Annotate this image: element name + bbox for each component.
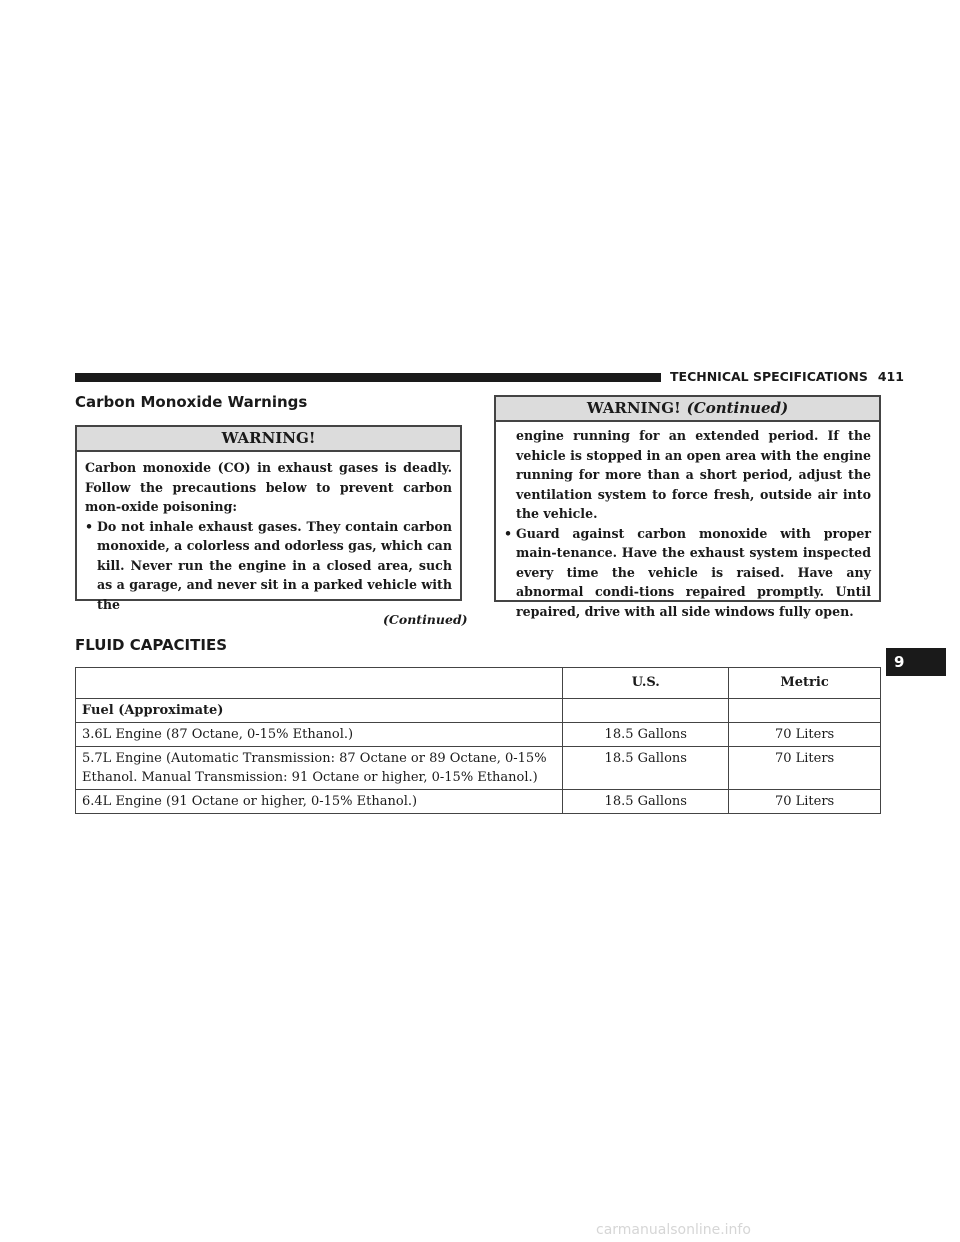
column-header-us: U.S.: [563, 668, 729, 699]
row-us: 18.5 Gallons: [563, 747, 729, 790]
warning-body-continued: [496, 422, 879, 627]
fluid-capacities-table: [75, 667, 881, 814]
row-us: 18.5 Gallons: [563, 790, 729, 814]
column-header-metric: Metric: [729, 668, 881, 699]
row-item: 3.6L Engine (87 Octane, 0-15% Ethanol.): [76, 723, 563, 747]
continued-note: (Continued): [383, 612, 468, 627]
warning-title-continued: WARNING!: [586, 399, 681, 417]
row-us: 18.5 Gallons: [563, 723, 729, 747]
bullet-text: Guard against carbon monoxide with proper main-tenance. Have the exhaust system inspected every time the vehicle is raised. Have any abnormal condi-tions repaired promptly. Until repaired, drive with all side windows fully open.: [516, 525, 871, 619]
bullet-text: Do not inhale exhaust gases. They contain carbon monoxide, a colorless and odorless gas, which can kill. Never run the engine in a closed area, such as a garage, and never sit in a parked vehicle with the: [97, 518, 452, 612]
continued-tag: (Continued): [686, 399, 789, 417]
watermark: carmanualsonline.info: [596, 1222, 751, 1238]
header-rule: [75, 373, 661, 382]
warning-bullet-2: [504, 524, 871, 622]
warning-box-right: [494, 395, 881, 619]
row-item: 6.4L Engine (91 Octane or higher, 0-15% Ethanol.): [76, 790, 563, 814]
group-label: Fuel (Approximate): [76, 699, 563, 723]
table-row: [76, 747, 881, 790]
warning-bullet-1: [85, 517, 452, 615]
table-row: [76, 723, 881, 747]
table-header-row: [76, 668, 881, 699]
warning-box-left: [75, 425, 462, 612]
running-header: [670, 369, 904, 384]
section-title-carbon-monoxide: Carbon Monoxide Warnings: [75, 393, 308, 411]
section-title-fluid-capacities: FLUID CAPACITIES: [75, 636, 227, 654]
row-item: 5.7L Engine (Automatic Transmission: 87 Octane or 89 Octane, 0-15% Ethanol. Manual Transmission: 91 Octane or higher, 0-15% Ethanol.): [76, 747, 563, 790]
chapter-tab: 9: [886, 648, 946, 676]
bullet-text: engine running for an extended period. If the vehicle is stopped in an open area with the engine running for more than a short period, adjust the ventilation system to force fresh, outside air into the vehicle.: [516, 428, 871, 521]
warning-title: WARNING!: [221, 429, 316, 447]
warning-heading-continued: [496, 397, 879, 422]
header-section: TECHNICAL SPECIFICATIONS: [670, 369, 868, 384]
warning-intro: Carbon monoxide (CO) in exhaust gases is deadly. Follow the precautions below to prevent carbon mon-oxide poisoning:: [85, 460, 452, 514]
row-metric: 70 Liters: [729, 723, 881, 747]
bullet-icon: •: [504, 525, 513, 541]
row-metric: 70 Liters: [729, 747, 881, 790]
page-number: 411: [877, 369, 904, 384]
table-group-row: [76, 699, 881, 723]
warning-bullet-1-continued: [504, 426, 871, 524]
column-header-item: [76, 668, 563, 699]
bullet-icon: •: [85, 518, 94, 534]
table-row: [76, 790, 881, 814]
row-metric: 70 Liters: [729, 790, 881, 814]
warning-body: [77, 452, 460, 620]
warning-heading: [77, 427, 460, 452]
